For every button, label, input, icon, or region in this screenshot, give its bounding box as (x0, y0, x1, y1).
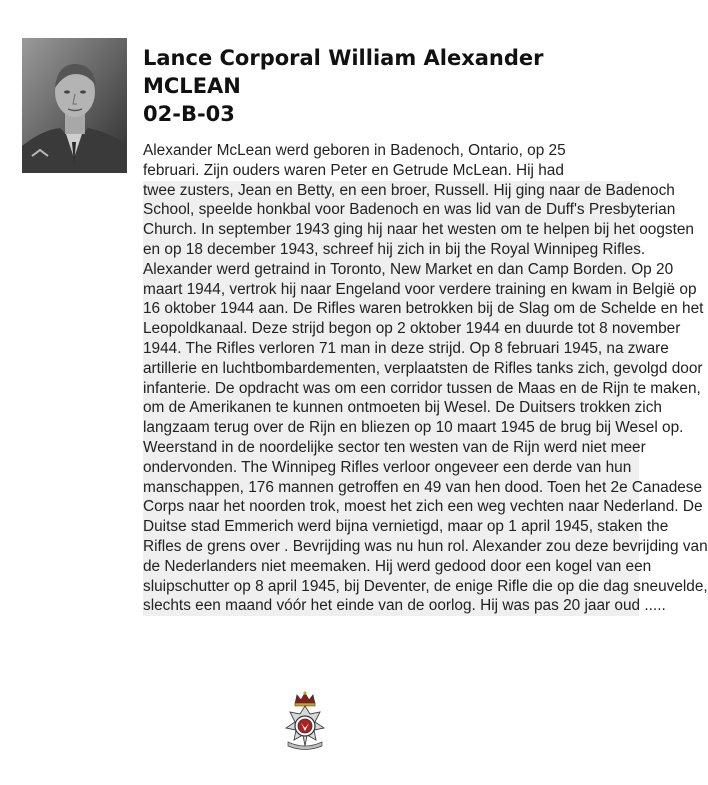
biography-line: slechts een maand vóór het einde van de oorlog. Hij was pas 20 jaar oud ..... (143, 597, 666, 615)
soldier-heading (143, 44, 613, 128)
biography-line: de Nederlanders niet meemaken. Hij werd gedood door een kogel van een (143, 557, 652, 575)
biography-line: maart 1944, vertrok hij naar Engeland voor verdere training en kwam in België op (143, 280, 697, 298)
biography-line: februari. Zijn ouders waren Peter en Getrude McLean. Hij had (143, 161, 564, 179)
biography-line: en op 18 december 1943, schreef hij zich in bij the Royal Winnipeg Rifles. (143, 240, 646, 258)
biography-text (143, 141, 708, 616)
regiment-crest-icon (280, 690, 330, 752)
biography-line: Corps naar het noorden trok, moest het zich een weg vechten naar Nederland. De (143, 498, 703, 516)
biography-line: artillerie en luchtbombardementen, verplaatsten de Rifles tanks zich, gevolgd door (143, 359, 703, 377)
biography-line: infanterie. De opdracht was om een corridor tussen de Maas en de Rijn te maken, (143, 379, 701, 397)
soldier-surname: MCLEAN (143, 74, 241, 98)
soldier-rank-name: Lance Corporal William Alexander (143, 46, 544, 70)
soldier-portrait-photo (22, 38, 127, 173)
biography-line: Alexander werd getraind in Toronto, New Market en dan Camp Borden. Op 20 (143, 260, 674, 278)
biography-line: Duitse stad Emmerich werd bijna vernietigd, maar op 1 april 1945, staken the (143, 518, 669, 536)
biography-line: 1944. The Rifles verloren 71 man in deze strijd. Op 8 februari 1945, na zware (143, 339, 669, 357)
biography-line: om de Amerikanen te kunnen ontmoeten bij Wesel. De Duitsers trokken zich (143, 399, 662, 417)
biography-line: manschappen, 176 mannen getroffen en 49 van hen dood. Toen het 2e Canadese (143, 478, 703, 496)
biography-line: Rifles de grens over . Bevrijding was nu hun rol. Alexander zou deze bevrijding van (143, 537, 708, 555)
biography-line: Alexander McLean werd geboren in Badenoch, Ontario, op 25 (143, 142, 566, 159)
biography-line: ondervonden. The Winnipeg Rifles verloor ongeveer een derde van hun (143, 458, 639, 478)
biography-line: sluipschutter op 8 april 1945, bij Deventer, de enige Rifle die op die dag sneuvelde, (143, 577, 708, 595)
biography-line: 16 oktober 1944 aan. De Rifles waren betrokken bij de Slag om de Schelde en het (143, 300, 704, 318)
biography-line: twee zusters, Jean en Betty, en een broer, Russell. Hij ging naar de Badenoch (143, 181, 675, 199)
grave-number: 02-B-03 (143, 102, 235, 126)
biography-line: Leopoldkanaal. Deze strijd begon op 2 oktober 1944 en duurde tot 8 november (143, 320, 681, 338)
biography-line: Weerstand in de noordelijke sector ten westen van de Rijn werd niet meer (143, 438, 646, 456)
biography-line: Church. In september 1943 ging hij naar het westen om te helpen bij het oogsten (143, 221, 694, 239)
biography-line: langzaam terug over de Rijn en bliezen op 10 maart 1945 de brug bij Wesel op. (143, 419, 684, 437)
biography-line: School, speelde honkbal voor Badenoch en was lid van de Duff's Presbyterian (143, 201, 676, 219)
